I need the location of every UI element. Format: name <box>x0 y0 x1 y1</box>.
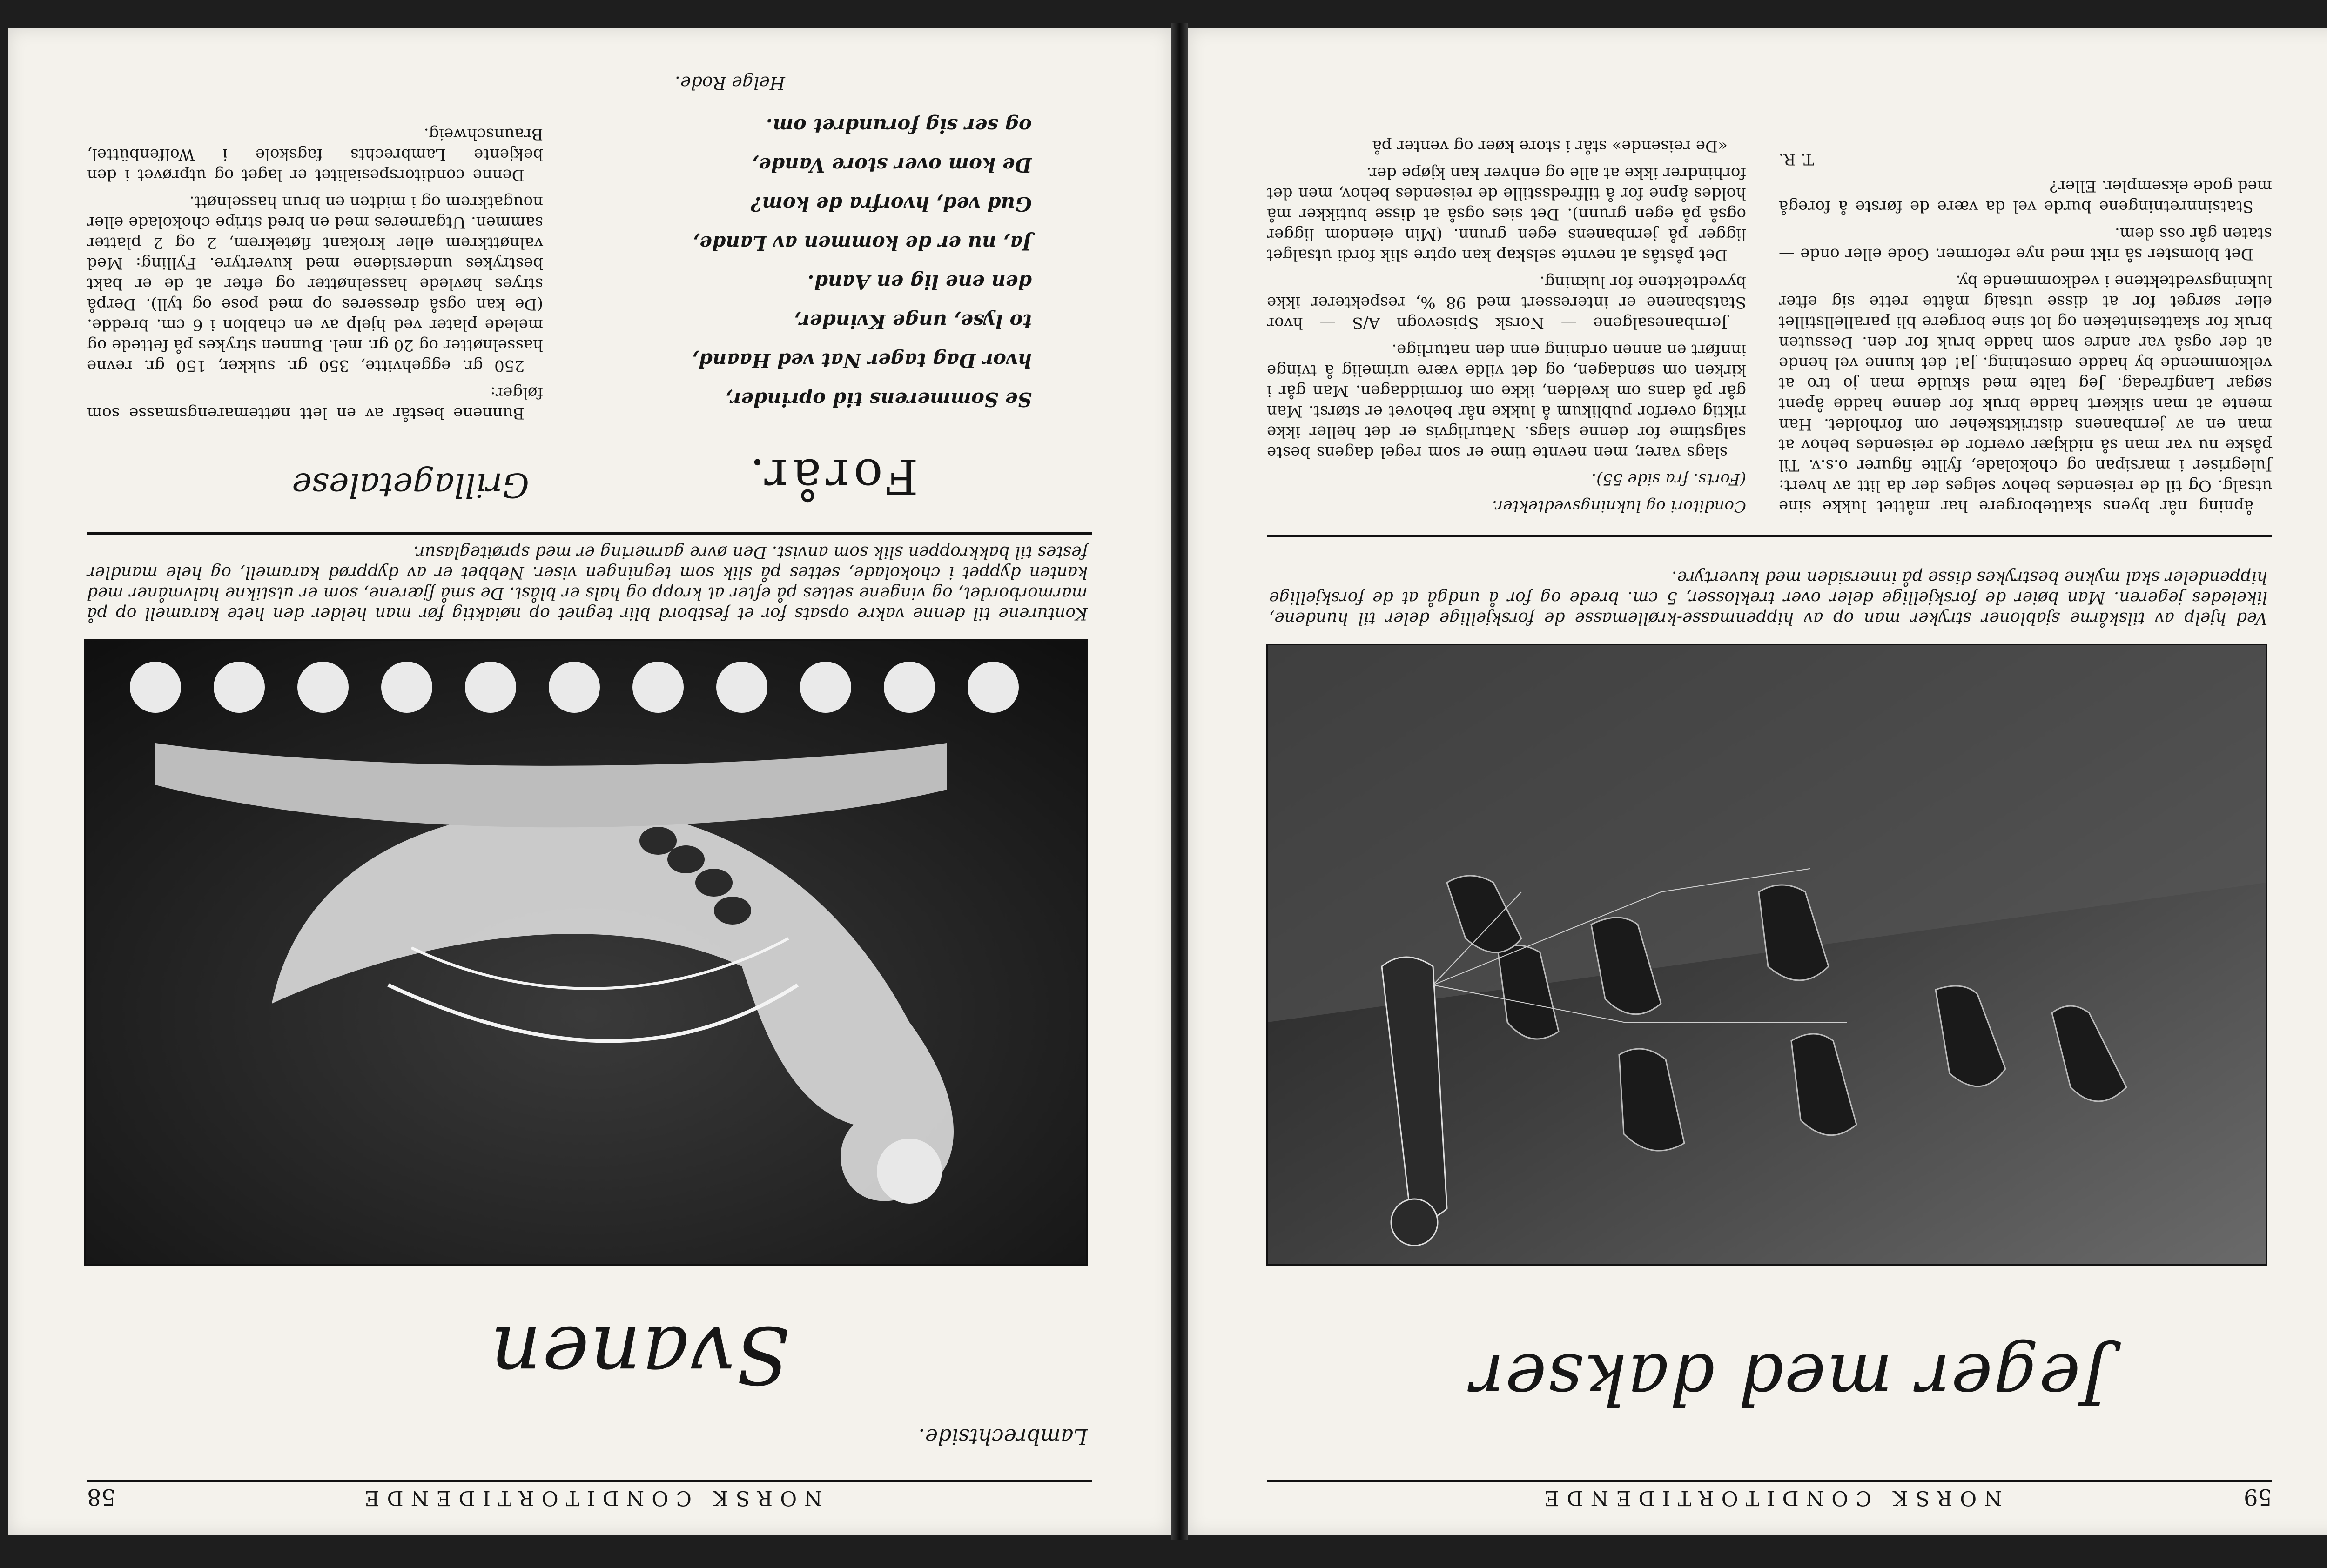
column-recipe <box>87 117 543 423</box>
page-number: 59 <box>2243 1484 2272 1510</box>
section-label-lambrechtside: Lambrechtside. <box>918 1424 1088 1449</box>
article-subheading: (Forts. fra side 55). <box>1591 470 1746 489</box>
poem-line: den ene lig en Aand. <box>807 271 1032 294</box>
article-title-jeger: Jeger med dakser <box>1470 1338 2109 1419</box>
paragraph: Jernbanesalgene — Norsk Spisevogn A/S — hvor Statsbanene er interessert med 98 %, respekterer ikke byvedtektene for lukning. <box>1267 273 1746 332</box>
paragraph: åpning når byens skatteborgere har måttet lukke sine utsalg. Og til de reisendes behov selges der da litt av hvert: Julegriser i marsipan og chokolade, fyllte figurer o.s.v. Til påske nu var man så nidkjær overfor de reisendes behov at man en av jernbanens distriktskeher om forholdet. Han mente at man sikkert hadde bruk for denne hadde åpent søgar Langfredag. Jeg talte med skulde man jo tro at velkommende by hadde omsetning. Ja! det kunne vel hende at der også var andre som hadde bruk for den. Dessuten bruk for skattesinteken og lot sine borgere bli parallellstillet eller sørget for at disse utsalg måtte rette sig efter lukningsvedtektene i vedkommende by. <box>1779 272 2272 516</box>
paragraph: 250 gr. eggehvitte, 350 gr. sukker, 150 gr. revne hasselnøtter og 20 gr. mel. Bunnen strykes på fettede og melede plater ved hjelp av en chablon i 6 cm. bredde. (De kan også dresseres op med pose og tyll). Derpå stryes høvlede hasselnøtter og efter at de er bakt bestrykes undersidene med kuvertyre. Fylling: Med valnøttkrem eller krokant fløtekrem, 2 og 2 platter sammen. Utgarnerеs med en bred stripe chokolade eller nougatkrem og i midten en brun hasselnøtt. <box>87 193 543 375</box>
recipe-title-grillagetalese: Grillagetalese <box>292 466 529 505</box>
poem-line: to lyse, unge Kvinder, <box>794 310 1032 333</box>
article-heading-conditori: Conditori og lukningsvedtekter. <box>1492 497 1746 516</box>
running-head-58 <box>87 1480 1092 1510</box>
divider-rule <box>1267 535 2272 537</box>
poem-line: hvor Dag tager Nat ved Haand, <box>692 349 1032 372</box>
poem-line: Gud ved, hvorfra de kom? <box>750 193 1032 215</box>
page-59 <box>1188 28 2327 1535</box>
poem-line: Ja, nu er de kommen av Lande, <box>693 232 1032 255</box>
signature-tr: T. R. <box>1779 150 1814 168</box>
article-title-svanen: Svanen <box>489 1308 790 1400</box>
page-58 <box>8 28 1171 1535</box>
caption-svanen: Konturene til denne vakre opsats for et festbord blir tegnet op nøiaktig før man helder den hete karamell op på marmorbordet, og vingene settes på efter at kropp og hals er blåst. De små fjærene, som er utstikne halvmåner med kanten dyppet i chokolade, settes på slik som tegningen viser. Nebbet er av dypprød karamell, og hele mandler festes til bakkroppen slik som anvist. Den øvre garnering er med sprøiteglasur. <box>87 543 1088 623</box>
paragraph: Bunnene består av en lett nøttemarengsmasse som følger: <box>87 383 543 422</box>
paragraph: Det påstås at nevnte selskap kan optre slik fordi utsalget ligger på jernbanens egen grunn. (Min eiendom ligger også på egen grunn). Det sies også at disse butikker må holdes åpne for å tilfredsstille de reisendes behov, men det forhindrer ikke at alle og enhver kan kjøpe der. <box>1267 164 1746 264</box>
paragraph: Det blomster så rikt med nye reformer. Gode eller onde — staten går oss dem. <box>1779 224 2272 263</box>
running-head-59 <box>1267 1480 2272 1510</box>
poem-line: Se Sommerens tid oprinder, <box>725 388 1032 411</box>
magazine-title: NORSK CONDITORTIDENDE <box>357 1486 822 1510</box>
paragraph: «De reisende» står i store køer og venter på <box>1372 137 1728 155</box>
column-lukningsvedtekter-1 <box>1267 129 1746 516</box>
jeger-med-dakser-photo <box>1266 644 2267 1266</box>
divider-rule <box>87 532 1092 535</box>
magazine-title: NORSK CONDITORTIDENDE <box>1537 1486 2002 1510</box>
paragraph: slags varer, men nevnte time er som regel dagens beste salgstime for denne slags. Naturligvis er det heller ikke riktig overfor publikum å lukke når behovet er størst. Man går på dans om kvelden, ikke om formiddagen. Man går i kirken om søndagen, og det vilde være urimelig å tvinge innført en annen ordning enn den naturlige. <box>1267 341 1746 462</box>
poem-foraar <box>590 106 1032 419</box>
poem-title-foraar: Forår. <box>745 448 919 505</box>
column-lukningsvedtekter-2 <box>1779 142 2272 516</box>
poem-line: De kom over store Vande, <box>752 154 1032 176</box>
swan-sugarwork-illustration <box>86 641 1086 1264</box>
caption-jeger: Ved hjelp av tilskårne sjabloner stryker man op av hippenmasse-krøllemasse de forskjellige deler til hundene, likeledes jegeren. Man bøier de forskjellige deler over treklosser, 5 cm. brede og for å undgå at de forskjellige hippendeler skal mykne bestrykes disse på innersiden med kuvertyre. <box>1269 568 2267 628</box>
page-number: 58 <box>87 1484 116 1510</box>
paragraph: Denne conditorspesialitet er laget og utprøvet i den bekjente Lambrechts fagskole i Wolfenbüttel, Braunschweig. <box>87 125 543 184</box>
svanen-photo <box>84 639 1088 1266</box>
dogs-and-hunter-illustration <box>1268 645 2266 1264</box>
poem-signature: Helge Rode. <box>674 73 785 93</box>
book-gutter <box>1171 23 1188 1540</box>
poem-line: og ser sig forundret om. <box>766 114 1032 137</box>
paragraph: Statsinnretningene burde vel da være de første å foregå med gode eksempler. Eller? <box>1779 177 2272 216</box>
